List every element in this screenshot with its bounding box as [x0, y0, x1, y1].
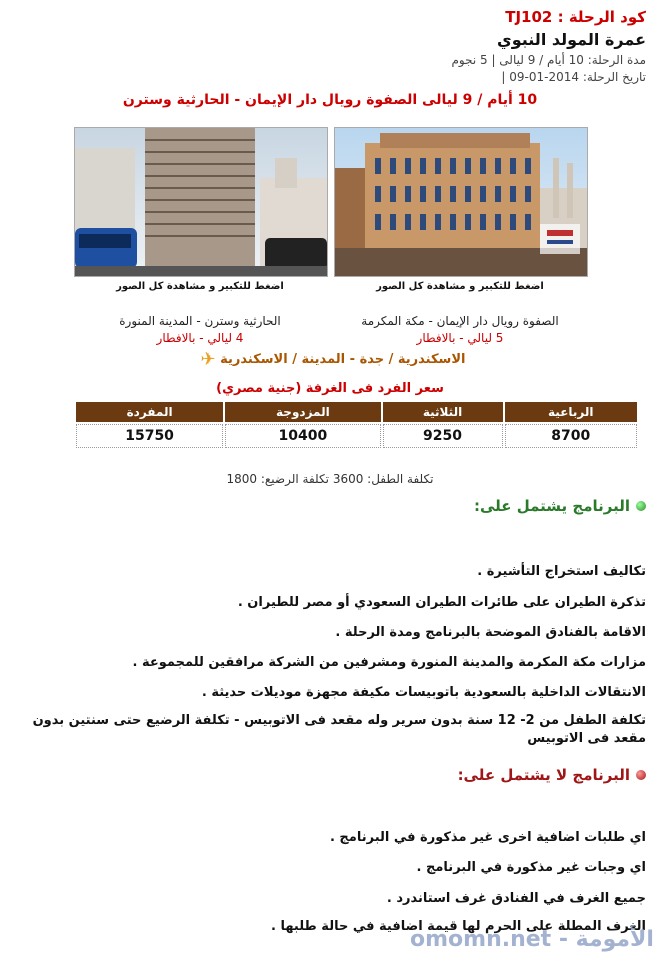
- price-header-quad: الرباعية: [505, 402, 638, 422]
- include-item: تذكرة الطيران على طائرات الطيران السعودي أو مصر للطيران .: [237, 595, 646, 610]
- trip-code-label: كود الرحلة :: [557, 8, 646, 26]
- include-item: تكاليف استخراج التأشيرة .: [477, 564, 646, 579]
- exclude-item: اي وجبات غير مذكورة في البرنامج .: [416, 860, 646, 875]
- hotel-photo-madinah-image: [75, 128, 327, 276]
- hotel-nights-madinah: 4 ليالي - بالافطار: [156, 331, 244, 345]
- price-header-double: المزدوجة: [225, 402, 380, 422]
- price-value-triple: 9250: [383, 424, 503, 448]
- flight-route-text: الاسكندرية / جدة - المدينة / الاسكندرية: [220, 352, 466, 367]
- exclude-item: اي طلبات اضافية اخرى غير مذكورة في البرنامج .: [329, 830, 646, 845]
- hotel-photo-makkah[interactable]: [334, 127, 588, 277]
- price-table-value-row: [76, 424, 637, 448]
- price-header-single: المفردة: [76, 402, 223, 422]
- include-item: الاقامة بالفنادق الموضحة بالبرنامج ومدة الرحلة .: [335, 625, 646, 640]
- trip-code-value: TJ102: [505, 8, 553, 26]
- trip-date: تاريخ الرحلة: 2014-01-09 |: [501, 70, 646, 84]
- hotel-nights-makkah: 5 ليالي - بالافطار: [416, 331, 504, 345]
- offer-headline: 10 أيام / 9 ليالى الصفوة رويال دار الإيمان - الحارثية وسترن: [122, 92, 538, 108]
- include-item: مزارات مكة المكرمة والمدينة المنورة ومشرفين من الشركة مرافقين للمجموعة .: [132, 655, 646, 670]
- excludes-heading: [458, 766, 646, 784]
- price-table-title: سعر الفرد فى الغرفة (جنية مصري): [216, 381, 444, 396]
- hotel-name-madinah: الحارثية وسترن - المدينة المنورة: [119, 314, 281, 328]
- site-watermark: omomn.net - الأمومة: [410, 927, 654, 952]
- red-bullet-icon: [636, 770, 646, 780]
- includes-heading-text: البرنامج يشتمل على:: [473, 497, 630, 515]
- price-value-double: 10400: [225, 424, 380, 448]
- price-header-triple: الثلاثية: [383, 402, 503, 422]
- hotel-name-makkah: الصفوة رويال دار الإيمان - مكة المكرمة: [361, 314, 559, 328]
- includes-heading: [474, 497, 646, 515]
- child-cost: تكلفة الطفل: 3600 تكلفة الرضيع: 1800: [226, 472, 434, 486]
- hotel-photo-makkah-image: [335, 128, 587, 276]
- trip-title: عمرة المولد النبوي: [497, 30, 646, 49]
- trip-code: [505, 8, 646, 26]
- include-item: الانتقالات الداخلية بالسعودية باتوبيسات مكيفة مجهزة موديلات حديثة .: [201, 685, 646, 700]
- flight-route: [0, 349, 660, 370]
- exclude-item: جميع الغرف في الفنادق غرف استاندرد .: [386, 891, 646, 906]
- hotel-zoom-link-makkah[interactable]: اضغط للتكبير و مشاهدة كل الصور: [376, 281, 544, 292]
- price-table: [74, 400, 639, 450]
- include-item: تكلفة الطفل من 2- 12 سنة بدون سرير وله مقعد فى الاتوبيس - تكلفة الرضيع حتى سنتين بدون مقعد فى الاتوبيس: [32, 713, 646, 746]
- price-table-header-row: [76, 402, 637, 422]
- price-value-single: 15750: [76, 424, 223, 448]
- hotel-zoom-link-madinah[interactable]: اضغط للتكبير و مشاهدة كل الصور: [116, 281, 284, 292]
- price-value-quad: 8700: [505, 424, 638, 448]
- green-bullet-icon: [636, 501, 646, 511]
- exclude-item: الغرف المطلة على الحرم لها قيمة اضافية في حالة طلبها .: [271, 919, 646, 934]
- trip-duration: مدة الرحلة: 10 أيام / 9 ليالى | 5 نجوم: [451, 53, 646, 67]
- excludes-heading-text: البرنامج لا يشتمل على:: [457, 766, 630, 784]
- airplane-icon: ✈: [200, 349, 216, 370]
- hotel-photo-madinah[interactable]: [74, 127, 328, 277]
